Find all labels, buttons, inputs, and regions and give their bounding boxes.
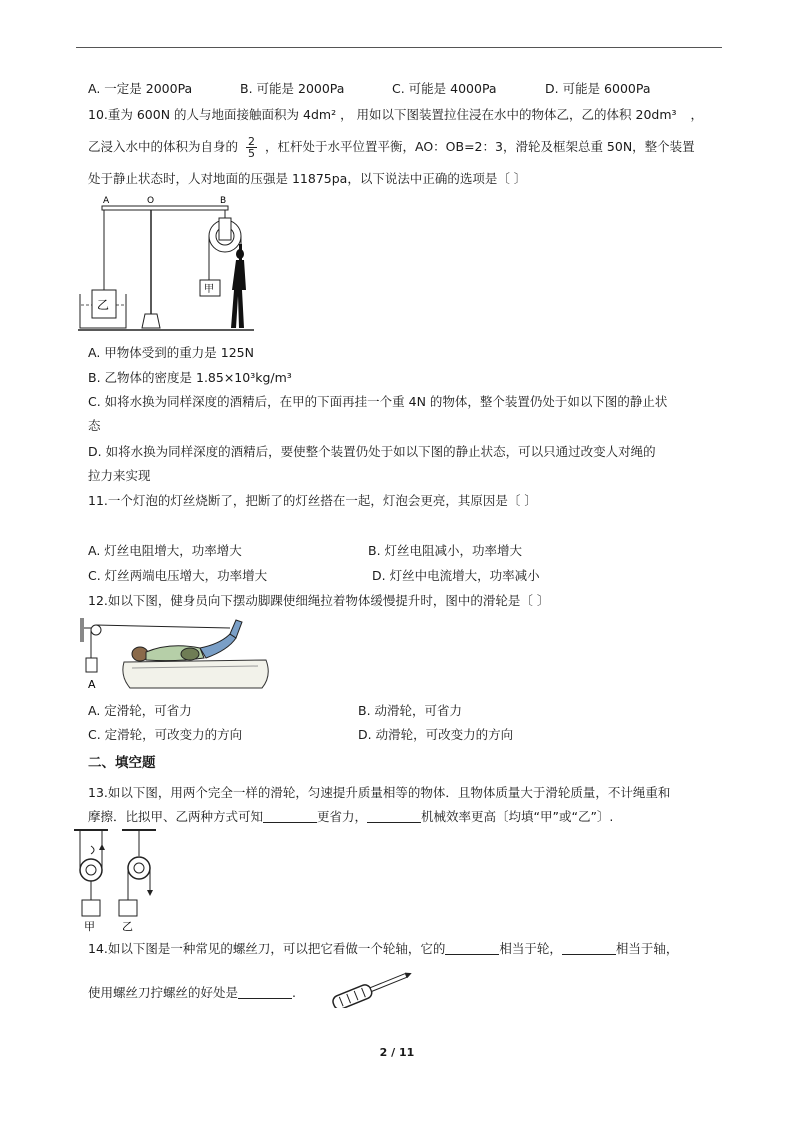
q10-stem-line2 [88,136,695,159]
wall [80,618,84,642]
q13-stem-part: 摩擦．比拟甲、乙两种方式可知 [88,809,264,824]
lever-bar [102,206,228,210]
mattress [123,660,268,688]
q10-stem-line1 [88,106,703,124]
yi-load-box [119,900,137,916]
weight-label: A [88,678,96,691]
q12-option-c: C. 定滑轮，可改变力的方向 [88,727,243,742]
person-silhouette [231,244,246,328]
answer-blank[interactable] [263,810,317,823]
header-rule [76,47,722,48]
q11-stem: 11.一个灯泡的灯丝烧断了，把断了的灯丝搭在一起，灯泡会更亮，其原因是〔 〕 [88,493,537,508]
q10-option-d-line1: D. 如将水换为同样深度的酒精后，要使整个装置仍处于如以下图的静止状态，可以只通过改变人对绳的 [88,444,656,459]
q11-option-d: D. 灯丝中电流增大，功率减小 [372,568,540,583]
q12-option-d: D. 动滑轮，可改变力的方向 [358,727,514,742]
q11-option-a: A. 灯丝电阻增大，功率增大 [88,543,242,558]
q10-option-d-line2: 拉力来实现 [88,468,151,483]
q10-stem-part: 乙浸入水中的体积为自身的 [88,139,239,154]
jia-arrow-up [99,844,105,850]
q10-stem-part: 10.重为 600N 的人与地面接触面积为 4dm² [88,107,337,122]
jia-hook [91,846,94,854]
jia-load-box [82,900,100,916]
fraction-numerator: 2 [248,135,255,148]
label-point-a: A [103,196,110,206]
q9-option-c: C. 可能是 4000Pa [392,81,497,96]
answer-blank[interactable] [445,942,499,955]
q10-option-a: A. 甲物体受到的重力是 125N [88,345,254,360]
q13-stem-line2 [88,808,613,826]
q14-stem-part: 相当于轴， [615,941,679,956]
weight-object [86,658,97,672]
yi-pulley-hub [134,863,144,873]
answer-blank[interactable] [238,986,292,999]
q14-stem-line1 [88,940,678,958]
pulley-frame [219,218,231,240]
q10-option-b: B. 乙物体的密度是 1.85×10³kg/m³ [88,370,292,385]
q10-stem-part: ， [690,107,704,122]
q11-option-b: B. 灯丝电阻减小，功率增大 [368,543,523,558]
q9-option-b: B. 可能是 2000Pa [240,81,345,96]
q14-stem-part: 14.如以下图是一种常见的螺丝刀，可以把它看做一个轮轴，它的 [88,941,446,956]
q10-lever-figure [78,192,254,338]
answer-blank[interactable] [562,942,616,955]
q13-pulley-figure [66,826,166,936]
label-point-b: B [220,196,227,206]
q14-stem-part: 使用螺丝刀拧螺丝的好处是 [88,985,239,1000]
q13-stem-line1: 13.如以下图，用两个完全一样的滑轮，匀速提升质量相等的物体．且物体质量大于滑轮质量，不计绳重和 [88,785,671,800]
jia-pulley-hub [86,865,96,875]
q11-option-c: C. 灯丝两端电压增大，功率增大 [88,568,268,583]
q13-stem-part: 更省力， [317,809,368,824]
pillar-base [142,314,160,328]
answer-blank[interactable] [367,810,421,823]
q14-stem-part: 相当于轮， [499,941,562,956]
rope-horizontal [96,625,230,628]
yi-arrow-down [147,890,153,896]
q14-stem-line2 [88,984,296,1002]
q10-stem-line3: 处于静止状态时，人对地面的压强是 11875pa，以下说法中正确的选项是〔 〕 [88,171,527,186]
fraction-two-fifths [246,136,257,159]
screwdriver-shaft [370,974,407,992]
screwdriver-figure [326,966,418,1008]
label-point-o: O [147,196,155,206]
yi-label: 乙 [122,920,133,933]
q12-stem: 12.如以下图，健身员向下摆动脚踝使细绳拉着物体缓慢提升时，图中的滑轮是〔 〕 [88,593,550,608]
q12-fitness-figure [80,614,270,694]
jia-label: 甲 [84,920,95,933]
q14-stem-part: . [292,985,296,1000]
q10-option-c-line2: 态 [88,418,101,433]
q12-option-a: A. 定滑轮，可省力 [88,703,192,718]
object-yi-label: 乙 [97,298,110,312]
q9-option-a: A. 一定是 2000Pa [88,81,193,96]
q10-stem-part: ，杠杆处于水平位置平衡，AO：OB=2：3，滑轮及框架总重 50N，整个装置 [264,139,695,154]
object-jia-label: 甲 [204,284,214,295]
screwdriver-handle [331,983,373,1008]
q12-option-b: B. 动滑轮，可省力 [358,703,463,718]
section-title-fill-in: 二、填空题 [88,755,156,771]
pulley-wheel [91,625,101,635]
page-number: 2 / 11 [379,1046,415,1059]
q10-option-c-line1: C. 如将水换为同样深度的酒精后，在甲的下面再挂一个重 4N 的物体，整个装置仍处于如以下图的静止状 [88,394,668,409]
fraction-denominator: 5 [248,147,255,160]
q9-option-d: D. 可能是 6000Pa [545,81,651,96]
q10-stem-part: ， 用如以下图装置拉住浸在水中的物体乙，乙的体积 20dm³ [340,107,677,122]
q13-stem-part: 机械效率更高〔均填“甲”或“乙”〕. [421,809,614,824]
